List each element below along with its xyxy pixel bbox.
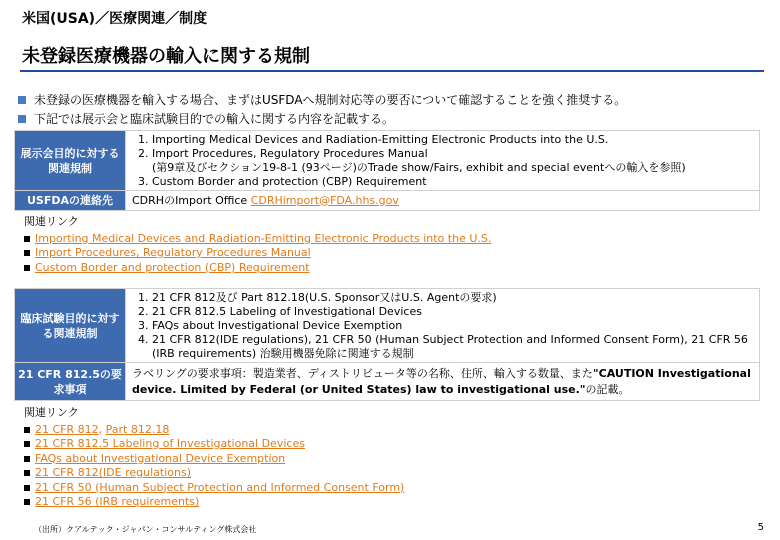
contact-text: CDRHのImport Office bbox=[132, 193, 251, 207]
list-item bbox=[24, 246, 491, 261]
square-bullet-icon bbox=[24, 470, 30, 476]
page-number: 5 bbox=[757, 522, 764, 533]
requirement-text-end: の記載。 bbox=[585, 382, 630, 396]
list-item bbox=[24, 481, 404, 496]
regulation-item: 2. 21 CFR 812.5 Labeling of Investigational Devices bbox=[152, 305, 753, 319]
page-title: 未登録医療機器の輸入に関する規制 bbox=[22, 46, 310, 67]
regulation-item: 3. FAQs about Investigational Device Exemption bbox=[152, 319, 753, 333]
contact-email-link[interactable]: CDRHimport@FDA.hhs.gov bbox=[250, 193, 399, 207]
regulation-item: 4. 21 CFR 812(IDE regulations), 21 CFR 50 (Human Subject Protection and Informed Consent Form), 21 CFR 56 (IRB requirements) 治験用機器免除に関連する規制 bbox=[152, 333, 753, 361]
clinical-regulation-list-cell bbox=[126, 289, 760, 363]
source-footnote: （出所）クアルテック・ジャパン・コンサルティング株式会社 bbox=[34, 525, 257, 534]
square-bullet-icon bbox=[18, 115, 26, 123]
list-item bbox=[24, 437, 404, 452]
square-bullet-icon bbox=[24, 265, 30, 271]
regulation-subnote: (第9章及びセクション19-8-1 (93ページ)のTrade show/Fairs, exhibit and special eventへの輸入を参照) bbox=[152, 160, 686, 174]
cfr-812-5-requirement-header: 21 CFR 812.5の要求事項 bbox=[15, 363, 126, 401]
clinical-regulation-header: 臨床試験目的に対する関連規制 bbox=[15, 289, 126, 363]
requirement-caution-text: "CAUTION Investigational device. Limited by Federal (or United States) law to investigational use." bbox=[132, 366, 751, 396]
related-link[interactable]: 21 CFR 50 (Human Subject Protection and Informed Consent Form) bbox=[35, 480, 405, 494]
related-links-label: 関連リンク bbox=[24, 215, 79, 228]
bullet-item bbox=[18, 90, 626, 109]
bullet-text: 未登録の医療機器を輸入する場合、まずはUSFDAへ規制対応等の要否について確認することを強く推奨する。 bbox=[34, 93, 627, 107]
square-bullet-icon bbox=[18, 96, 26, 104]
breadcrumb: 米国(USA)／医療関連／制度 bbox=[22, 11, 208, 27]
related-link[interactable]: Import Procedures, Regulatory Procedures Manual bbox=[35, 246, 311, 259]
bullet-item bbox=[18, 109, 626, 128]
related-link[interactable]: Part 812.18 bbox=[105, 422, 170, 436]
related-link[interactable]: 21 CFR 812(IDE regulations) bbox=[35, 466, 191, 479]
square-bullet-icon bbox=[24, 485, 30, 491]
related-link[interactable]: Importing Medical Devices and Radiation-Emitting Electronic Products into the U.S. bbox=[35, 231, 492, 245]
list-item bbox=[24, 261, 491, 276]
related-link[interactable]: FAQs about Investigational Device Exemption bbox=[35, 451, 286, 465]
related-link[interactable]: Custom Border and protection (CBP) Requirement bbox=[35, 260, 310, 274]
list-item bbox=[24, 452, 404, 467]
square-bullet-icon bbox=[24, 250, 30, 256]
title-rule bbox=[20, 70, 764, 72]
related-link[interactable]: 21 CFR 812.5 Labeling of Investigational Devices bbox=[35, 437, 305, 450]
square-bullet-icon bbox=[24, 441, 30, 447]
square-bullet-icon bbox=[24, 427, 30, 433]
related-link[interactable]: 21 CFR 812 bbox=[35, 422, 99, 436]
related-links-2 bbox=[24, 406, 404, 510]
square-bullet-icon bbox=[24, 456, 30, 462]
list-item bbox=[24, 232, 491, 247]
regulation-item: 1. Importing Medical Devices and Radiation-Emitting Electronic Products into the U.S. bbox=[152, 133, 753, 147]
list-item: 21 CFR 812 , Part 812.18 bbox=[24, 423, 404, 438]
square-bullet-icon bbox=[24, 499, 30, 505]
cfr-812-5-requirement-cell bbox=[126, 363, 760, 401]
exhibition-regulation-table bbox=[14, 130, 760, 211]
bullet-text: 下記では展示会と臨床試験目的での輸入に関する内容を記載する。 bbox=[34, 112, 395, 126]
intro-bullets bbox=[18, 90, 626, 128]
square-bullet-icon bbox=[24, 236, 30, 242]
requirement-text: ラベリングの要求事項：製造業者、ディストリビュータ等の名称、住所、輸入する数量、また bbox=[132, 366, 593, 380]
regulation-item: 2. Import Procedures, Regulatory Procedures Manual (第9章及びセクション19-8-1 (93ページ)のTrade show/Fairs, exhibit and special eventへの輸入を参照) bbox=[152, 147, 753, 175]
exhibition-regulation-list-cell bbox=[126, 131, 760, 191]
list-item bbox=[24, 466, 404, 481]
usfda-contact-cell bbox=[126, 191, 760, 211]
usfda-contact-header: USFDAの連絡先 bbox=[15, 191, 126, 211]
regulation-item: 1. 21 CFR 812及び Part 812.18(U.S. Sponsor又はU.S. Agentの要求) bbox=[152, 291, 753, 305]
regulation-item: 3. Custom Border and protection (CBP) Requirement bbox=[152, 175, 753, 189]
list-item bbox=[24, 495, 404, 510]
exhibition-regulation-header: 展示会目的に対する関連規制 bbox=[15, 131, 126, 191]
related-links-1 bbox=[24, 215, 491, 275]
related-link[interactable]: 21 CFR 56 (IRB requirements) bbox=[35, 495, 200, 508]
clinical-trial-regulation-table bbox=[14, 288, 760, 401]
related-links-label: 関連リンク bbox=[24, 406, 79, 419]
